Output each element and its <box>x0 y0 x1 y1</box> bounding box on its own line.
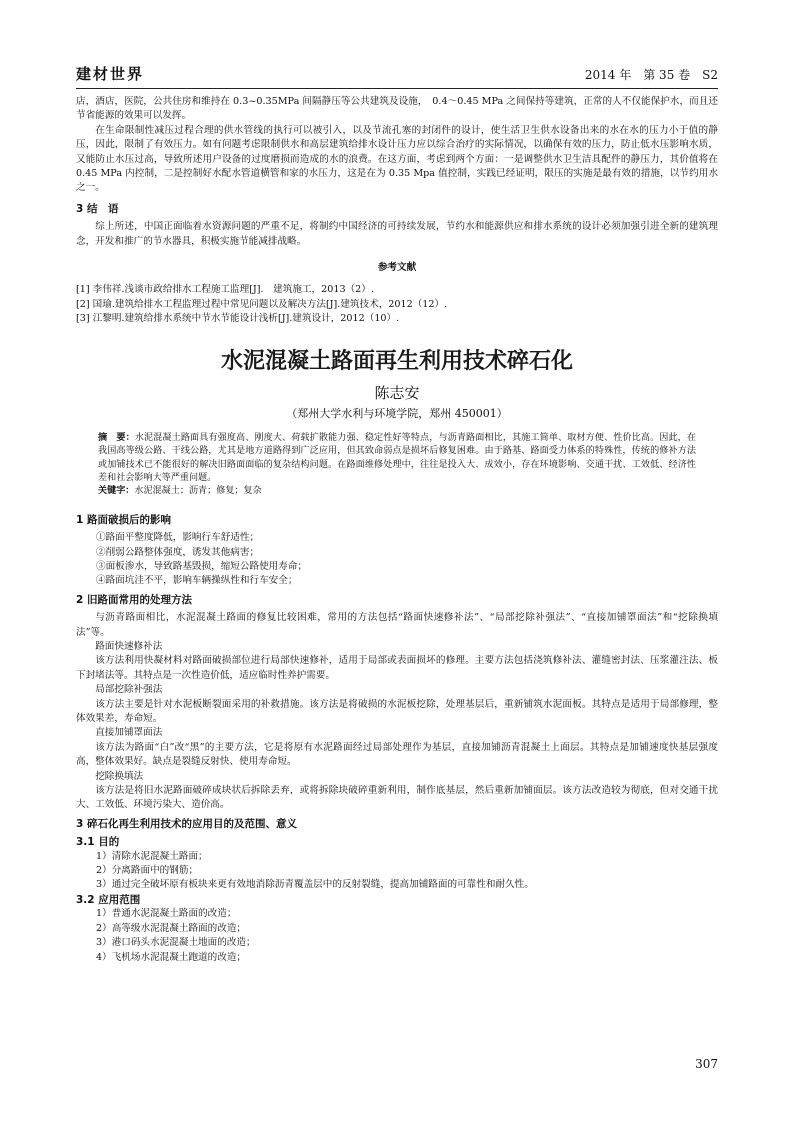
page-header <box>76 60 718 86</box>
conclusion-heading: 3 结 语 <box>76 202 119 215</box>
method-2-text: 该方法主要是针对水泥板断裂面采用的补救措施。该方法是将破损的水泥板挖除，处理基层后，重新铺筑水泥面板。其特点是适用于局部修理，整体效果差，寿命短。 <box>76 698 718 724</box>
list-item: 3）通过完全破坏原有板块来更有效地消除沥青覆盖层中的反射裂缝，提高加铺路面的可靠性和耐久性。 <box>96 879 534 891</box>
list-item: ②削弱公路整体强度，诱发其他病害； <box>96 546 260 558</box>
section-1-heading: 1 路面破损后的影响 <box>76 513 171 526</box>
method-1-text: 该方法利用快凝材料对路面破损部位进行局部快速修补，适用于局部或表面损坏的修理。主要方法包括浇筑修补法、灌缝密封法、压浆灌注法、板下封堵法等。其特点是一次性造价低，适应临时性养护需要。 <box>76 655 718 681</box>
list-item: ③面板渗水，导致路基毁损，缩短公路使用寿命； <box>96 560 308 572</box>
section-1-list <box>96 531 718 589</box>
section-3-1-list <box>96 850 718 893</box>
section-3-heading: 3 碎石化再生利用技术的应用目的及范围、意义 <box>76 817 297 830</box>
article-author: 陈志安 <box>374 383 420 402</box>
prev-paragraph-1: 店，酒店，医院，公共住房和维持在 0.3~0.35MPa 间隔静压等公共建筑及设施， 0.4～0.45 MPa 之间保持等建筑，正常的人不仅能保护水，而且还节省能源的效果可以发挥。 <box>76 96 718 122</box>
keywords-text: 水泥混凝土；沥青；修复；复杂 <box>134 486 262 497</box>
section-3-2-heading: 3.2 应用范围 <box>76 893 141 906</box>
article-title <box>76 347 718 377</box>
references-heading: 参考文献 <box>377 262 417 274</box>
article-title-text: 水泥混凝土路面再生利用技术碎石化 <box>220 348 573 374</box>
method-3-text: 该方法为路面“白”改“黑”的主要方法，它是将原有水泥路面经过局部处理作为基层，直接加铺沥青混凝土上面层。其特点是加铺速度快基层强度高，整体效果好。缺点是裂缝反射快、使用寿命短。 <box>76 741 718 768</box>
section-3-2-list <box>96 907 718 965</box>
header-rule <box>76 88 718 89</box>
abstract-text: 水泥混凝土路面具有强度高、刚度大、荷载扩散能力强、稳定性好等特点，与沥青路面相比，其施工简单、取材方便、性价比高。因此，在我国高等级公路、干线公路，尤其是地方道路得到广泛应用，但其致命弱点是损坏后修复困难。由于路基、路面受力体系的特殊性，传统的修补方法或加铺技术已不能很好的解决旧路面面临的复杂结构问题。在路面维修处理中，往往是投入大、成效小，存在环境影响、交通干扰、工效低、经济性差和社会影响大等严重问题。 <box>98 432 696 483</box>
method-4-title: 挖除换填法 <box>95 770 144 782</box>
page-content <box>76 95 718 965</box>
method-2-title: 局部挖除补强法 <box>95 684 163 696</box>
reference-item: [3] 江黎明.建筑给排水系统中节水节能设计浅析[J].建筑设计，2012（10）. <box>76 313 400 325</box>
list-item: ①路面平整度降低，影响行车舒适性； <box>96 532 260 544</box>
list-item: 3）港口码头水泥混凝土地面的改造； <box>96 937 256 949</box>
list-item: 2）分离路面中的钢筋； <box>96 865 199 877</box>
article-affiliation: （郑州大学水利与环境学院，郑州 450001） <box>286 406 508 420</box>
journal-name: 建材世界 <box>76 65 145 83</box>
list-item: ④路面坑洼不平，影响车辆操纵性和行车安全； <box>96 575 298 587</box>
reference-list <box>76 283 718 326</box>
keywords-label: 关键字： <box>98 486 135 497</box>
list-item: 1）普通水泥混凝土路面的改造； <box>96 908 237 920</box>
issue-info: 2014 年 第 35 卷 S2 <box>584 68 718 82</box>
list-item: 1）清除水泥混凝土路面； <box>96 850 208 862</box>
method-1-title: 路面快速修补法 <box>95 640 163 652</box>
section-2-heading: 2 旧路面常用的处理方法 <box>76 593 192 606</box>
conclusion-paragraph: 综上所述，中国正面临着水资源问题的严重不足，将制约中国经济的可持续发展，节约水和能源供应和排水系统的设计必须加强引进全新的建筑理念，开发和推广的节水器具，积极实施节能减排战略。 <box>76 221 718 247</box>
reference-item: [1] 李伟祥.浅谈市政给排水工程施工监理[J]. 建筑施工，2013（2）. <box>76 284 374 296</box>
method-3-title: 直接加铺罩面法 <box>95 727 163 739</box>
abstract-block <box>98 432 696 499</box>
method-4-text: 该方法是将旧水泥路面破碎成块状后拆除丢弃，或将拆除块破碎重新利用，制作底基层，然后重新加铺面层。该方法改造较为彻底，但对交通干扰大、工效低、环境污染大、造价高。 <box>76 785 718 811</box>
list-item: 2）高等级水泥混凝土路面的改造； <box>96 922 247 934</box>
list-item: 4）飞机场水泥混凝土跑道的改造； <box>96 951 247 963</box>
abstract-label: 摘 要： <box>98 432 135 443</box>
page-number: 307 <box>695 1057 718 1071</box>
prev-paragraph-2: 在生命限制性减压过程合理的供水管线的执行可以被引入，以及节流孔塞的封闭件的设计，使生活卫生供水设备出来的水在水的压力小于值的静压，因此，限制了有效压力。如有问题考虑限制供水和高层建筑给排水设计压力应以综合治疗的实际情况，以确保有效的压力，防止低水压影响水质，又能防止水压过高，导致所述用户设备的过度磨损而造成的水的浪费。在这方面，考虑到两个方面：一是调整供水卫生洁具配件的静压力，其价值将在 0.45 MPa 内控制，二是控制好水配水管道横管和家的水压力，这是在为 0.35 Mpa 值控制，实践已经证明，限压的实施是最有效的措施，以节约用水之一。 <box>76 124 718 194</box>
section-3-1-heading: 3.1 目的 <box>76 836 120 849</box>
section-2-intro: 与沥青路面相比，水泥混凝土路面的修复比较困难，常用的方法包括“路面快速修补法”、“局部挖除补强法”、“直接加铺罩面法”和“挖除换填法”等。 <box>76 612 718 638</box>
reference-item: [2] 国瑜.建筑给排水工程监理过程中常见问题以及解决方法[J].建筑技术，2012（12）. <box>76 298 448 310</box>
